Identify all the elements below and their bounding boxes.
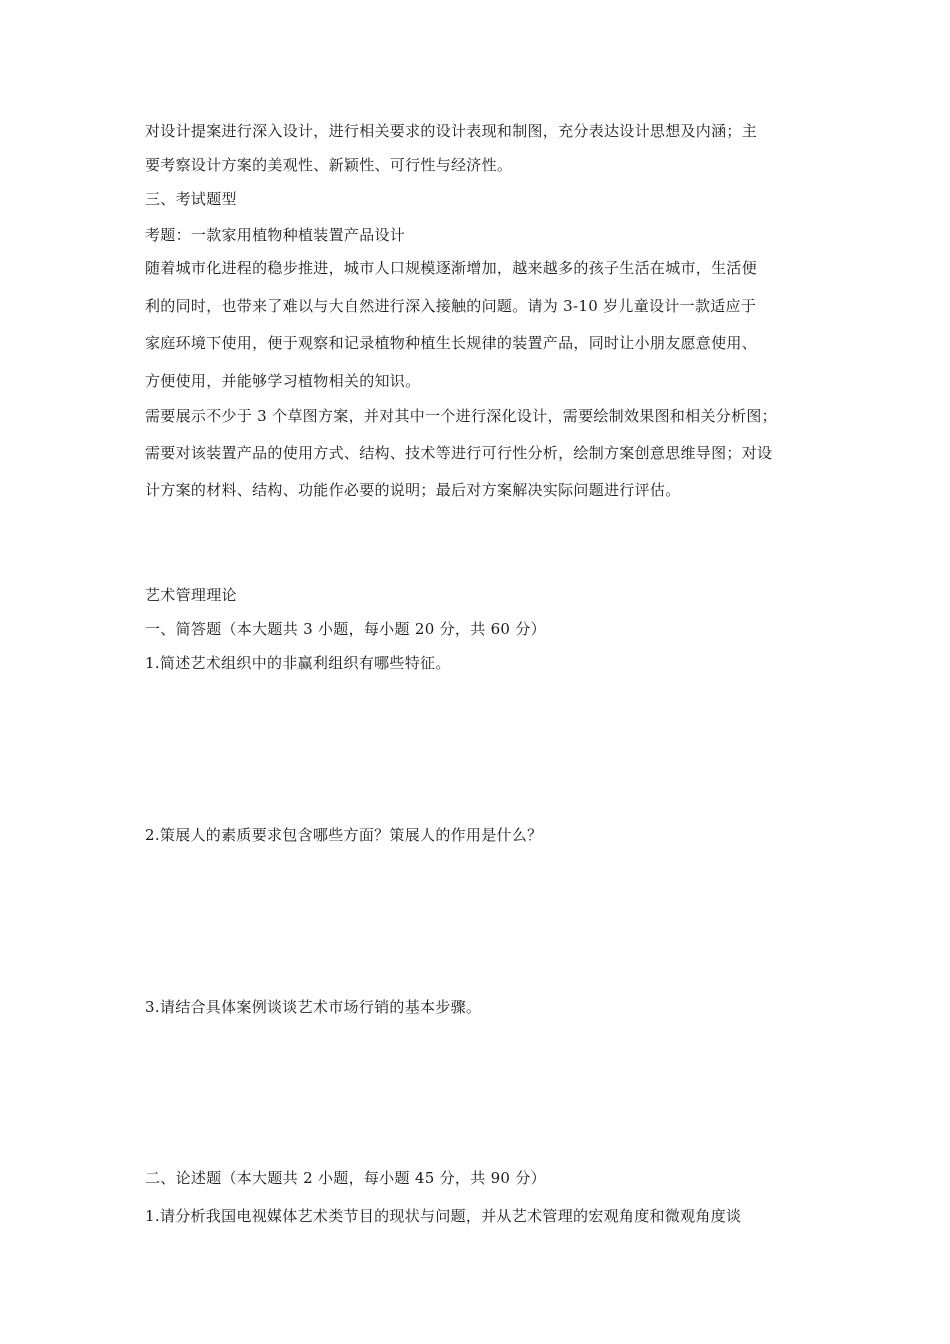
exam-title: 考题：一款家用植物种植装置产品设计 bbox=[145, 226, 406, 244]
subject-title: 艺术管理理论 bbox=[145, 586, 237, 604]
question: 2.策展人的素质要求包含哪些方面？策展人的作用是什么？ bbox=[145, 826, 543, 844]
paragraph-line: 计方案的材料、结构、功能作必要的说明；最后对方案解决实际问题进行评估。 bbox=[145, 481, 681, 499]
question: 3.请结合具体案例谈谈艺术市场行销的基本步骤。 bbox=[145, 998, 482, 1016]
paragraph-line: 家庭环境下使用，便于观察和记录植物种植生长规律的装置产品，同时让小朋友愿意使用、 bbox=[145, 334, 758, 352]
paragraph-line: 方便使用，并能够学习植物相关的知识。 bbox=[145, 372, 421, 390]
paragraph-line: 需要展示不少于 3 个草图方案，并对其中一个进行深化设计，需要绘制效果图和相关分析图； bbox=[145, 407, 777, 425]
paragraph-line: 要考察设计方案的美观性、新颖性、可行性与经济性。 bbox=[145, 156, 513, 174]
section-heading: 一、简答题（本大题共 3 小题，每小题 20 分，共 60 分） bbox=[145, 620, 546, 638]
paragraph-line: 随着城市化进程的稳步推进，城市人口规模逐渐增加，越来越多的孩子生活在城市，生活便 bbox=[145, 259, 758, 277]
paragraph-line: 对设计提案进行深入设计，进行相关要求的设计表现和制图，充分表达设计思想及内涵；主 bbox=[145, 122, 758, 140]
question: 1.简述艺术组织中的非赢利组织有哪些特征。 bbox=[145, 654, 451, 672]
question: 1.请分析我国电视媒体艺术类节目的现状与问题，并从艺术管理的宏观角度和微观角度谈 bbox=[145, 1207, 742, 1225]
paragraph-line: 利的同时，也带来了难以与大自然进行深入接触的问题。请为 3-10 岁儿童设计一款适应于 bbox=[145, 297, 757, 315]
section-heading: 二、论述题（本大题共 2 小题，每小题 45 分，共 90 分） bbox=[145, 1169, 546, 1187]
paragraph-line: 需要对该装置产品的使用方式、结构、技术等进行可行性分析，绘制方案创意思维导图；对设 bbox=[145, 444, 773, 462]
section-heading: 三、考试题型 bbox=[145, 190, 237, 208]
